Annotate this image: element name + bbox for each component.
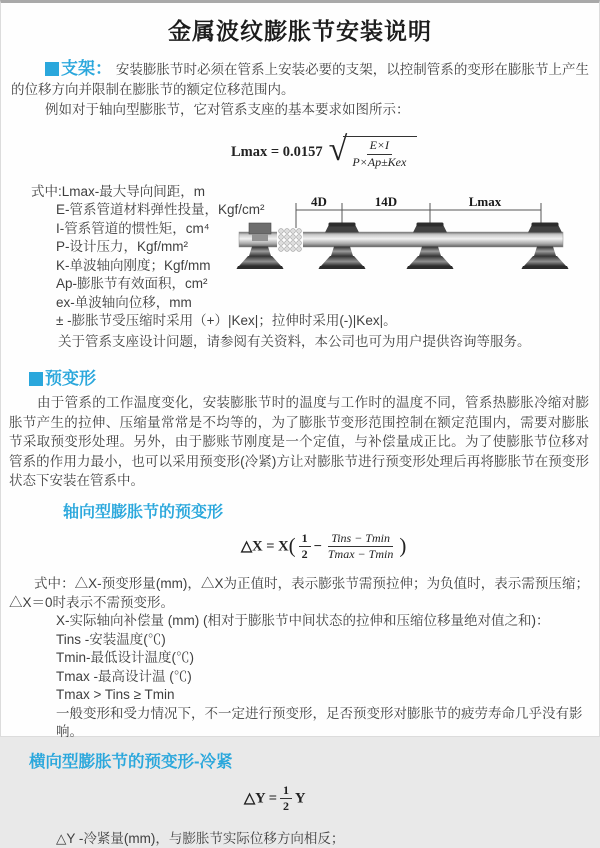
support-intro-paragraph bbox=[11, 59, 589, 100]
var-line: Ap-膨胀节有效面积，cm² bbox=[56, 276, 208, 292]
axial-frac1-num: 1 bbox=[299, 532, 311, 548]
axial-def-line: Tmin-最低设计温度(℃) bbox=[56, 650, 194, 666]
var-line: P-设计压力，Kgf/mm² bbox=[56, 239, 189, 255]
transverse-formula-rhs: Y bbox=[294, 790, 306, 807]
dimension-label: Lmax bbox=[468, 194, 502, 209]
lmax-denominator: P×Ap±Kex bbox=[352, 154, 407, 169]
radical bbox=[328, 131, 418, 170]
transverse-frac-num: 1 bbox=[280, 784, 292, 800]
page-title: 金属波纹膨胀节安装说明 bbox=[168, 18, 432, 44]
radical-sign: √ bbox=[328, 131, 348, 168]
support-example-text: 例如对于轴向型膨胀节，它对管系支座的基本要求如图所示： bbox=[45, 102, 410, 117]
var-line: K-单波轴向刚度；Kgf/mm bbox=[56, 257, 211, 273]
lmax-formula bbox=[231, 131, 599, 170]
axial-def-line: Tmax > Tins ≥ Tmin bbox=[56, 687, 175, 703]
preform-section-heading: 预变形 bbox=[45, 369, 96, 389]
axial-note-line: 一般变形和受力情况下，不一定进行预变形，足否预变形对膨胀节的疲劳寿命几乎没有影响。 bbox=[56, 705, 583, 740]
axial-frac1-den: 2 bbox=[301, 547, 308, 562]
var-line: E-管系管道材料弹性投量，Kgf/cm² bbox=[56, 202, 265, 218]
transverse-formula bbox=[244, 784, 599, 815]
axial-formula-lhs: △X = X bbox=[241, 537, 289, 554]
axial-def-line: Tins -安装温度(℃) bbox=[56, 631, 166, 647]
dimension-label: 14D bbox=[374, 194, 398, 209]
section-marker-icon bbox=[29, 372, 43, 386]
axial-def-line: X-实际轴向补偿量 (mm) (相对于膨胀节中间状态的拉伸和压缩位移量绝对值之和)： bbox=[56, 613, 550, 629]
pipe-support-diagram bbox=[231, 188, 599, 283]
bellows-icon bbox=[277, 228, 303, 251]
transverse-formula-lhs: △Y = bbox=[244, 790, 277, 807]
support-section-heading: 支架： bbox=[61, 59, 113, 78]
axial-frac2-num: Tins − Tmin bbox=[328, 532, 393, 548]
axial-formula bbox=[241, 532, 599, 563]
minus-sign: − bbox=[313, 537, 322, 554]
transverse-frac-den: 2 bbox=[282, 799, 289, 814]
dimension-label: 4D bbox=[311, 194, 327, 209]
service-note: 关于管系支座设计问题，请参阅有关资料，本公司也可为用户提供咨询等服务。 bbox=[58, 333, 531, 349]
where-line: 式中:Lmax-最大导向间距，m bbox=[31, 183, 206, 199]
axial-def-line: Tmax -最高设计温 (℃) bbox=[56, 668, 192, 684]
preform-body-text: 由于管系的工作温度变化，安装膨胀节时的温度与工作时的温度不同，管系热膨胀冷缩对膨胀节产生的拉伸、压缩量常常是不均等的，为了膨胀节变形范围控制在额定范围内，需要对膨胀节采取预变形处理。另外，由于膨账节刚度是一个定值，与补偿量成正比。为了使膨胀节位移对管系的作用力最小，也可以采用预变形(冷紧)方让对膨胀节进行预变形处理后再将膨胀节在预变形状态下安装在管系中。 bbox=[9, 395, 589, 489]
var-line: ex-单波轴向位移，mm bbox=[56, 294, 192, 310]
axial-frac2-den: Tmax − Tmin bbox=[327, 547, 394, 562]
support-intro-text: 安装膨胀节时必须在管系上安装必要的支架，以控制管系的变形在膨胀节上产生的位移方向并限制在膨胀节的额定位移范围内。 bbox=[11, 62, 589, 97]
transverse-note: △Y -冷紧量(mm)，与膨胀节实际位移方向相反； bbox=[56, 831, 345, 847]
var-line: I-管系管道的惯性矩，cm⁴ bbox=[56, 220, 210, 236]
lmax-formula-prefix: Lmax = 0.0157 bbox=[231, 143, 323, 160]
section-marker-icon bbox=[45, 62, 59, 76]
open-paren: ( bbox=[288, 532, 296, 557]
close-paren: ) bbox=[399, 532, 407, 557]
lmax-numerator: E×I bbox=[367, 139, 392, 155]
preform-section-heading-row bbox=[29, 364, 599, 389]
axial-subsection-heading: 轴向型膨胀节的预变形 bbox=[63, 503, 224, 521]
transverse-subsection-heading: 横向型膨胀节的预变形-冷紧 bbox=[29, 752, 233, 771]
var-line: ± -膨胀节受压缩时采用（+）|Kex|；拉伸时采用(-)|Kex|。 bbox=[56, 313, 397, 329]
axial-where-paragraph: 式中：△X-预变形量(mm)，△X为正值时，表示膨张节需预拉伸；为负值时，表示需预压缩；△X＝0时表示不需预变形。 bbox=[9, 576, 589, 611]
